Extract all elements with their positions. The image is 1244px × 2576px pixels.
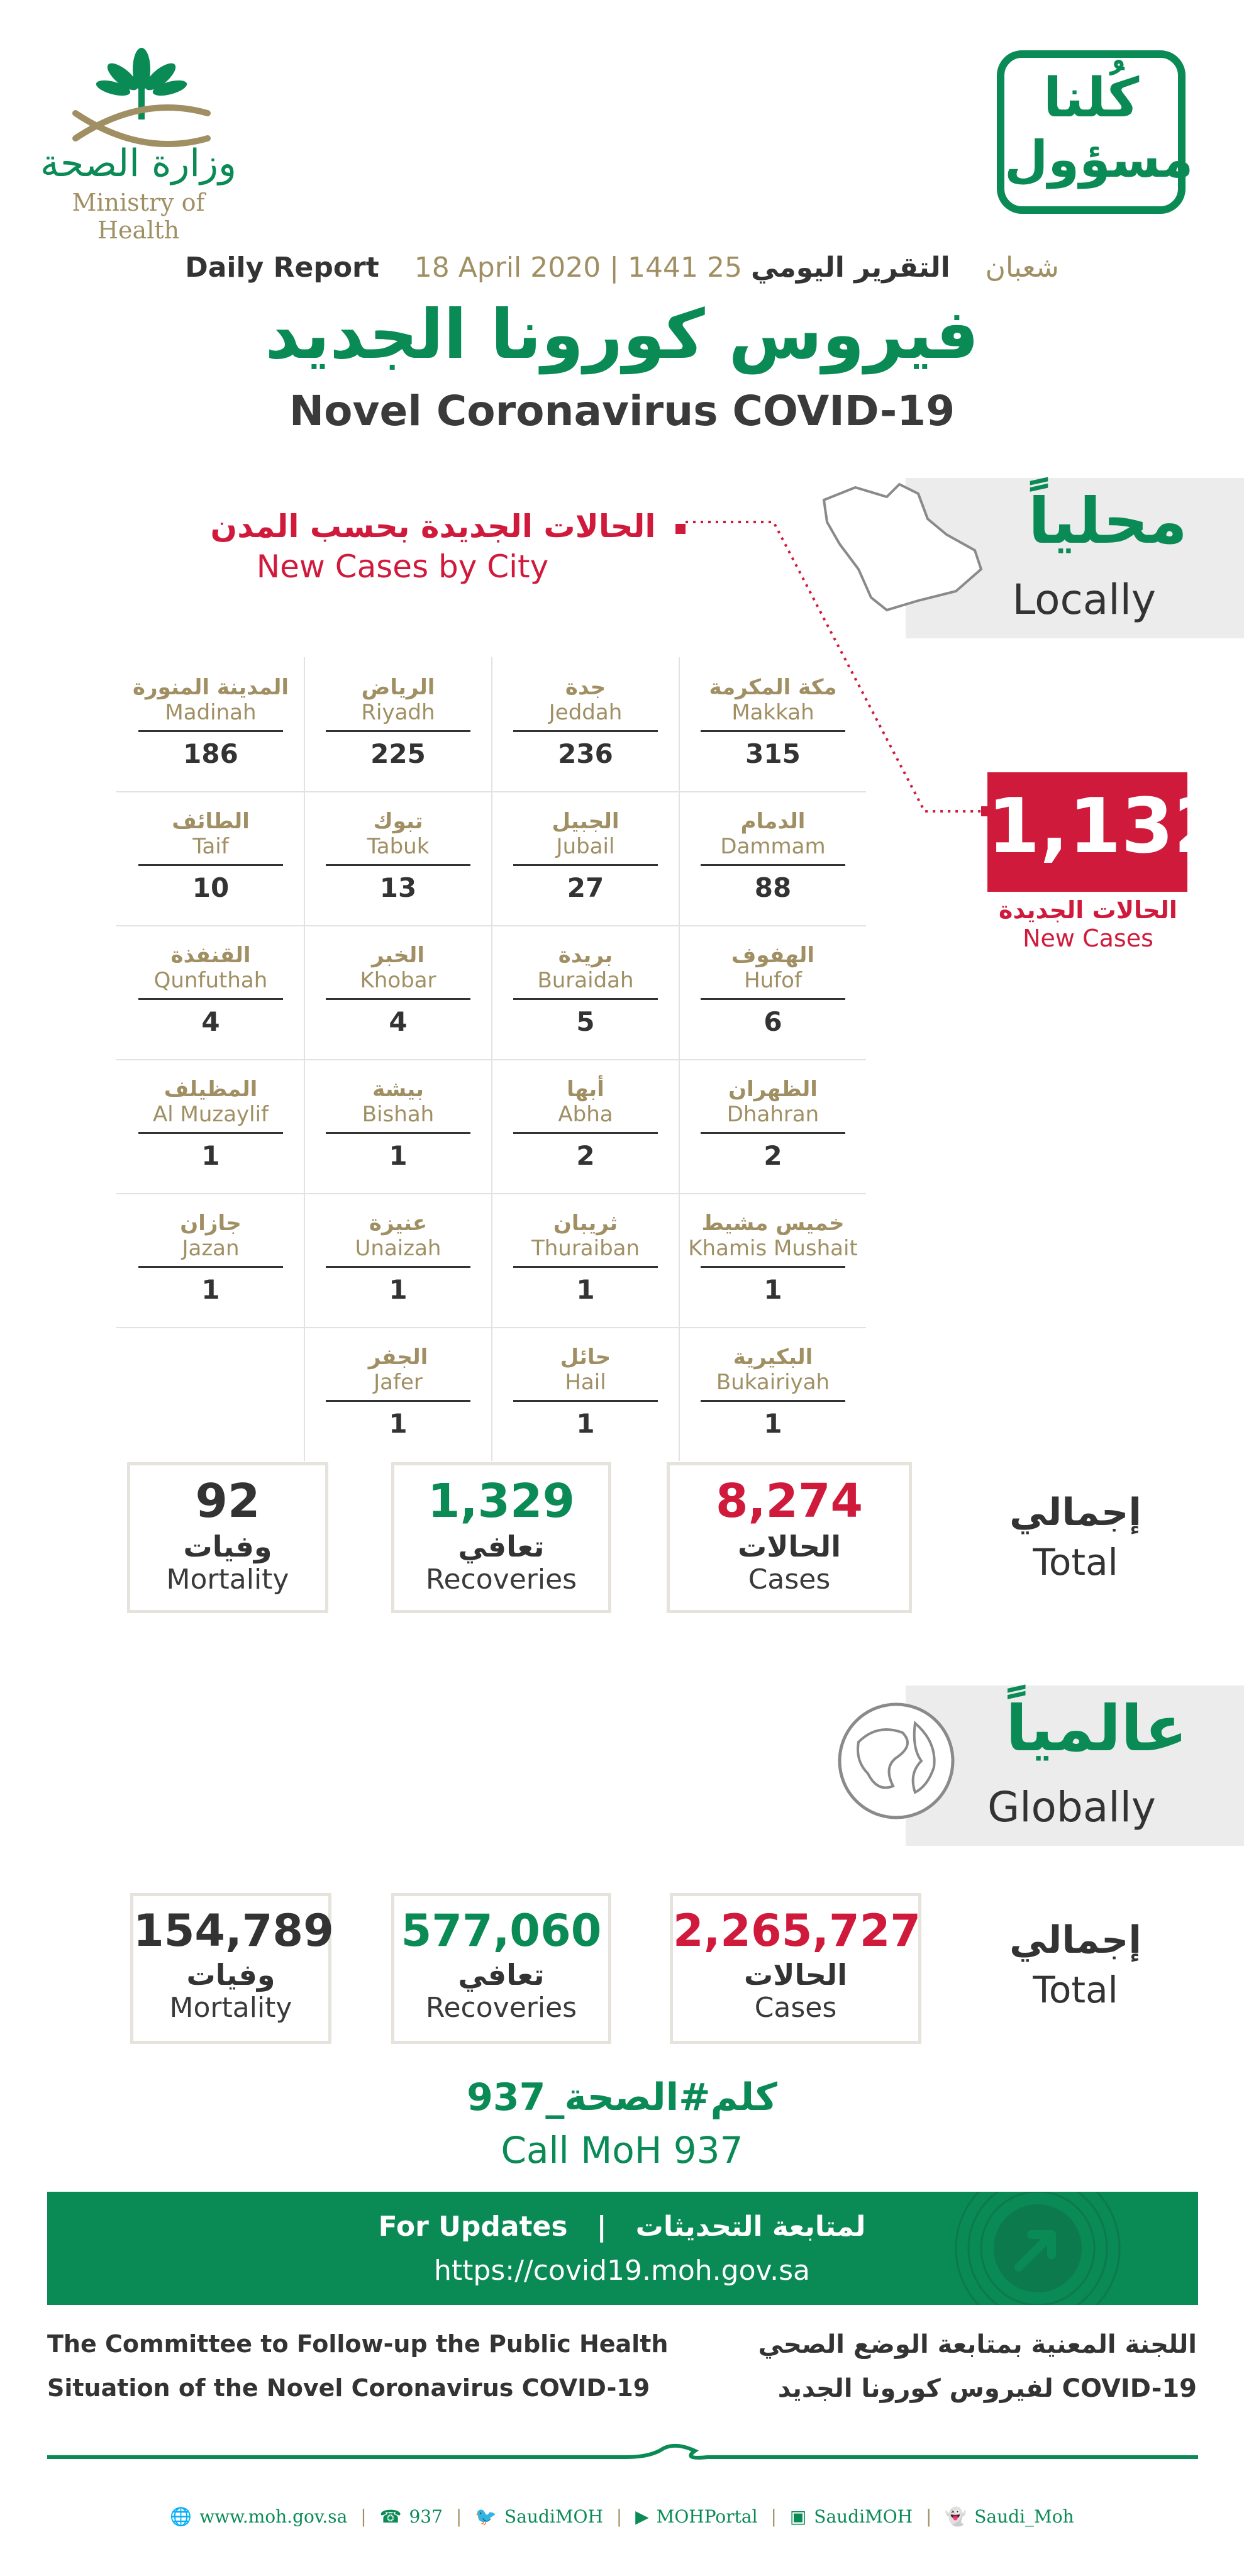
page-title-arabic: فيروس كورونا الجديد — [265, 296, 979, 374]
footer-link-phone[interactable]: 937 — [409, 2506, 443, 2527]
city-cell — [491, 1327, 680, 1461]
updates-label-arabic: لمتابعة التحديثات — [635, 2211, 866, 2243]
global-cases-box — [670, 1893, 921, 2044]
city-name-english: Jubail — [556, 834, 615, 859]
city-name-arabic: الخبر — [372, 943, 425, 968]
city-name-english: Al Muzaylif — [152, 1102, 269, 1127]
city-name-english: Jeddah — [548, 700, 623, 725]
updates-label-english: For Updates — [378, 2211, 568, 2243]
city-new-cases: 1 — [389, 1140, 408, 1171]
city-underline — [326, 730, 470, 732]
city-new-cases: 1 — [201, 1140, 220, 1171]
web-icon: 🌐 — [170, 2506, 192, 2527]
city-cell — [116, 925, 305, 1059]
city-underline — [513, 1266, 658, 1268]
city-underline — [326, 864, 470, 866]
city-new-cases: 5 — [576, 1006, 595, 1037]
global-cases-number: 2,265,727 — [673, 1905, 921, 1957]
city-new-cases: 6 — [764, 1006, 782, 1037]
city-name-english: Bishah — [362, 1102, 435, 1127]
report-date: 18 April 2020 | 1441 25 شعبان — [414, 252, 1059, 284]
city-underline — [326, 1132, 470, 1134]
updates-label — [0, 2211, 1244, 2243]
city-name-english: Jafer — [374, 1370, 423, 1395]
globally-label-arabic: عالمياً — [1006, 1692, 1187, 1765]
city-underline — [513, 730, 658, 732]
city-name-english: Makkah — [731, 700, 814, 725]
city-cell — [304, 657, 492, 791]
new-cases-label-english: New Cases — [1023, 924, 1153, 952]
city-new-cases: 13 — [379, 872, 417, 903]
city-underline — [513, 864, 658, 866]
city-underline — [326, 1400, 470, 1402]
city-name-arabic: خميس مشيط — [701, 1211, 845, 1236]
city-cell — [116, 657, 305, 791]
global-mortality-number: 154,789 — [133, 1905, 334, 1957]
city-cell — [116, 791, 305, 925]
city-cell — [491, 925, 680, 1059]
city-new-cases: 1 — [764, 1408, 782, 1439]
city-underline — [701, 730, 845, 732]
grid-divider — [116, 1193, 866, 1194]
city-new-cases: 315 — [745, 738, 801, 769]
local-cases-label-english: Cases — [748, 1563, 831, 1596]
city-name-english: Thuraiban — [531, 1236, 640, 1261]
local-total-label-english: Total — [1033, 1541, 1118, 1584]
city-name-english: Abha — [558, 1102, 613, 1127]
new-cases-number: 1,132 — [987, 783, 1226, 870]
local-mortality-number: 92 — [195, 1474, 260, 1528]
city-new-cases: 4 — [201, 1006, 220, 1037]
footer-link-youtube[interactable]: MOHPortal — [656, 2506, 758, 2527]
city-new-cases: 1 — [764, 1274, 782, 1305]
grid-divider — [116, 1327, 866, 1328]
grid-divider — [116, 925, 866, 926]
global-total-label-english: Total — [1033, 1968, 1118, 2011]
city-underline — [138, 1266, 283, 1268]
local-mortality-label-english: Mortality — [166, 1563, 289, 1596]
city-cell — [679, 657, 867, 791]
city-new-cases: 1 — [389, 1408, 408, 1439]
global-total-label-arabic: إجمالي — [1009, 1918, 1141, 1962]
global-cases-label-arabic: الحالات — [744, 1958, 847, 1992]
city-name-arabic: مكة المكرمة — [709, 675, 837, 700]
city-name-arabic: الطائف — [172, 809, 250, 834]
city-cell — [679, 1193, 867, 1327]
city-cell — [304, 1327, 492, 1461]
city-name-arabic: بيشة — [372, 1077, 424, 1102]
city-name-english: Dhahran — [726, 1102, 819, 1127]
city-name-english: Riyadh — [361, 700, 435, 725]
city-name-english: Dammam — [720, 834, 826, 859]
city-new-cases: 27 — [567, 872, 604, 903]
city-name-arabic: بريدة — [558, 943, 613, 968]
footer-link-website[interactable]: www.moh.gov.sa — [199, 2506, 348, 2527]
locally-label-arabic: محلياً — [1028, 484, 1187, 558]
globally-label-english: Globally — [987, 1783, 1156, 1831]
footer-social-links: 🌐 www.moh.gov.sa | ☎ 937 | 🐦 SaudiMOH | ▶ MOHPortal | ▣ SaudiMOH | 👻 Saudi_Moh — [170, 2506, 1074, 2527]
moh-arabic-name: وزارة الصحة — [40, 142, 236, 186]
city-name-english: Unaizah — [355, 1236, 442, 1261]
by-city-arabic-text: الحالات الجديدة بحسب المدن — [210, 508, 656, 545]
city-name-arabic: الجفر — [368, 1345, 428, 1370]
by-city-heading-arabic — [208, 508, 686, 545]
city-new-cases: 186 — [183, 738, 238, 769]
city-name-arabic: الظهران — [728, 1077, 818, 1102]
report-line — [0, 252, 1244, 284]
city-grid — [116, 657, 871, 1462]
city-new-cases: 1 — [576, 1408, 595, 1439]
locally-label-english: Locally — [1012, 575, 1156, 624]
youtube-icon: ▶ — [635, 2506, 649, 2527]
local-cases-number: 8,274 — [715, 1474, 864, 1528]
city-new-cases: 1 — [389, 1274, 408, 1305]
city-name-arabic: أبها — [567, 1077, 604, 1102]
city-name-english: Khobar — [360, 968, 436, 993]
city-underline — [138, 1132, 283, 1134]
page-title-english: Novel Coronavirus COVID-19 — [289, 387, 955, 435]
city-cell — [679, 1327, 867, 1461]
campaign-logo — [997, 50, 1194, 214]
city-name-arabic: ثريبان — [553, 1211, 618, 1236]
city-new-cases: 88 — [754, 872, 792, 903]
grid-divider — [116, 791, 866, 792]
city-cell — [491, 657, 680, 791]
committee-arabic-line2: لفيروس كورونا الجديد COVID-19 — [777, 2374, 1197, 2403]
city-cell — [679, 1059, 867, 1193]
local-recoveries-label-english: Recoveries — [425, 1563, 577, 1596]
report-ar: التقرير اليومي — [750, 252, 950, 284]
city-cell — [491, 1193, 680, 1327]
footer-link-twitter[interactable]: SaudiMOH — [504, 2506, 603, 2527]
city-cell — [679, 791, 867, 925]
city-cell — [491, 1059, 680, 1193]
city-underline — [138, 998, 283, 1000]
city-name-arabic: الدمام — [740, 809, 806, 834]
city-cell — [304, 1193, 492, 1327]
by-city-heading-english: New Cases by City — [256, 548, 549, 585]
city-cell — [304, 1059, 492, 1193]
city-new-cases: 2 — [764, 1140, 782, 1171]
city-underline — [513, 1132, 658, 1134]
global-mortality-label-arabic: وفيات — [186, 1958, 275, 1992]
arrow-circle-icon — [943, 2192, 1132, 2305]
city-new-cases: 2 — [576, 1140, 595, 1171]
city-name-english: Bukairiyah — [716, 1370, 830, 1395]
grid-divider — [116, 1059, 866, 1060]
global-recoveries-label-english: Recoveries — [425, 1992, 577, 2024]
city-cell — [679, 925, 867, 1059]
footer-link-instagram[interactable]: SaudiMOH — [814, 2506, 913, 2527]
campaign-line1: كُلنا — [1043, 67, 1140, 130]
city-cell — [116, 1059, 305, 1193]
city-name-arabic: جدة — [565, 675, 606, 700]
moh-english-name: Ministry of Health — [72, 189, 205, 244]
city-name-arabic: البكيرية — [733, 1345, 813, 1370]
city-name-english: Qunfuthah — [153, 968, 268, 993]
snapchat-icon: 👻 — [945, 2506, 967, 2527]
city-underline — [326, 998, 470, 1000]
local-recoveries-label-arabic: تعافي — [458, 1530, 545, 1563]
global-recoveries-label-arabic: تعافي — [458, 1958, 545, 1992]
committee-english-line1: The Committee to Follow-up the Public Health — [47, 2330, 669, 2358]
footer-link-snapchat[interactable]: Saudi_Moh — [974, 2506, 1074, 2527]
globe-icon — [833, 1698, 959, 1824]
city-name-english: Jazan — [182, 1236, 240, 1261]
city-underline — [701, 1400, 845, 1402]
city-new-cases: 4 — [389, 1006, 408, 1037]
city-underline — [326, 1266, 470, 1268]
city-name-english: Buraidah — [537, 968, 634, 993]
bullet-icon — [675, 524, 686, 534]
city-underline — [701, 1132, 845, 1134]
global-recoveries-box — [391, 1893, 611, 2044]
city-name-english: Madinah — [165, 700, 257, 725]
city-name-arabic: الهفوف — [731, 943, 815, 968]
city-name-english: Taif — [192, 834, 229, 859]
local-cases-label-arabic: الحالات — [738, 1530, 841, 1563]
city-new-cases: 236 — [558, 738, 613, 769]
city-underline — [513, 1400, 658, 1402]
new-cases-label-arabic: الحالات الجديدة — [999, 896, 1177, 924]
city-new-cases: 1 — [201, 1274, 220, 1305]
twitter-icon: 🐦 — [475, 2506, 497, 2527]
city-name-arabic: الجبيل — [552, 809, 619, 834]
report-en: Daily Report — [185, 252, 379, 284]
city-underline — [701, 998, 845, 1000]
local-cases-box — [667, 1462, 912, 1613]
local-recoveries-number: 1,329 — [427, 1474, 575, 1528]
city-cell — [304, 925, 492, 1059]
committee-arabic-line1: اللجنة المعنية بمتابعة الوضع الصحي — [758, 2330, 1197, 2359]
city-name-arabic: جازان — [180, 1211, 242, 1236]
phone-icon: ☎ — [379, 2506, 402, 2527]
campaign-line2: مسؤول — [1004, 130, 1194, 189]
committee-english-line2: Situation of the Novel Coronavirus COVID-19 — [47, 2374, 650, 2402]
city-cell — [116, 1193, 305, 1327]
city-underline — [513, 998, 658, 1000]
city-name-arabic: الرياض — [361, 675, 435, 700]
city-name-arabic: عنيزة — [369, 1211, 428, 1236]
call-moh-english: Call MoH 937 — [501, 2129, 743, 2172]
city-underline — [138, 730, 283, 732]
local-mortality-box — [127, 1462, 328, 1613]
city-cell — [304, 791, 492, 925]
updates-url-link[interactable]: https://covid19.moh.gov.sa — [434, 2255, 810, 2287]
local-mortality-label-arabic: وفيات — [183, 1530, 272, 1563]
local-recoveries-box — [391, 1462, 611, 1613]
city-name-arabic: المظيلف — [164, 1077, 258, 1102]
city-new-cases: 10 — [192, 872, 230, 903]
global-mortality-box — [130, 1893, 334, 2044]
global-cases-label-english: Cases — [754, 1992, 837, 2024]
city-name-english: Hufof — [744, 968, 802, 993]
city-name-english: Tabuk — [367, 834, 430, 859]
city-name-english: Hail — [565, 1370, 606, 1395]
city-name-english: Khamis Mushait — [688, 1236, 858, 1261]
city-underline — [138, 864, 283, 866]
footer-wave-divider — [47, 2443, 1198, 2468]
city-name-arabic: حائل — [560, 1345, 611, 1370]
call-hashtag-arabic: كلم#الصحة_937 — [467, 2075, 777, 2119]
city-new-cases: 1 — [576, 1274, 595, 1305]
city-name-arabic: القنفذة — [170, 943, 251, 968]
city-cell — [491, 791, 680, 925]
city-underline — [701, 864, 845, 866]
instagram-icon: ▣ — [789, 2506, 807, 2527]
city-name-arabic: تبوك — [373, 809, 423, 834]
local-total-label-arabic: إجمالي — [1009, 1491, 1141, 1535]
updates-separator: | — [596, 2211, 607, 2243]
city-name-arabic: المدينة المنورة — [132, 675, 289, 700]
global-mortality-label-english: Mortality — [169, 1992, 292, 2024]
city-new-cases: 225 — [370, 738, 426, 769]
global-recoveries-number: 577,060 — [401, 1905, 602, 1957]
city-underline — [701, 1266, 845, 1268]
